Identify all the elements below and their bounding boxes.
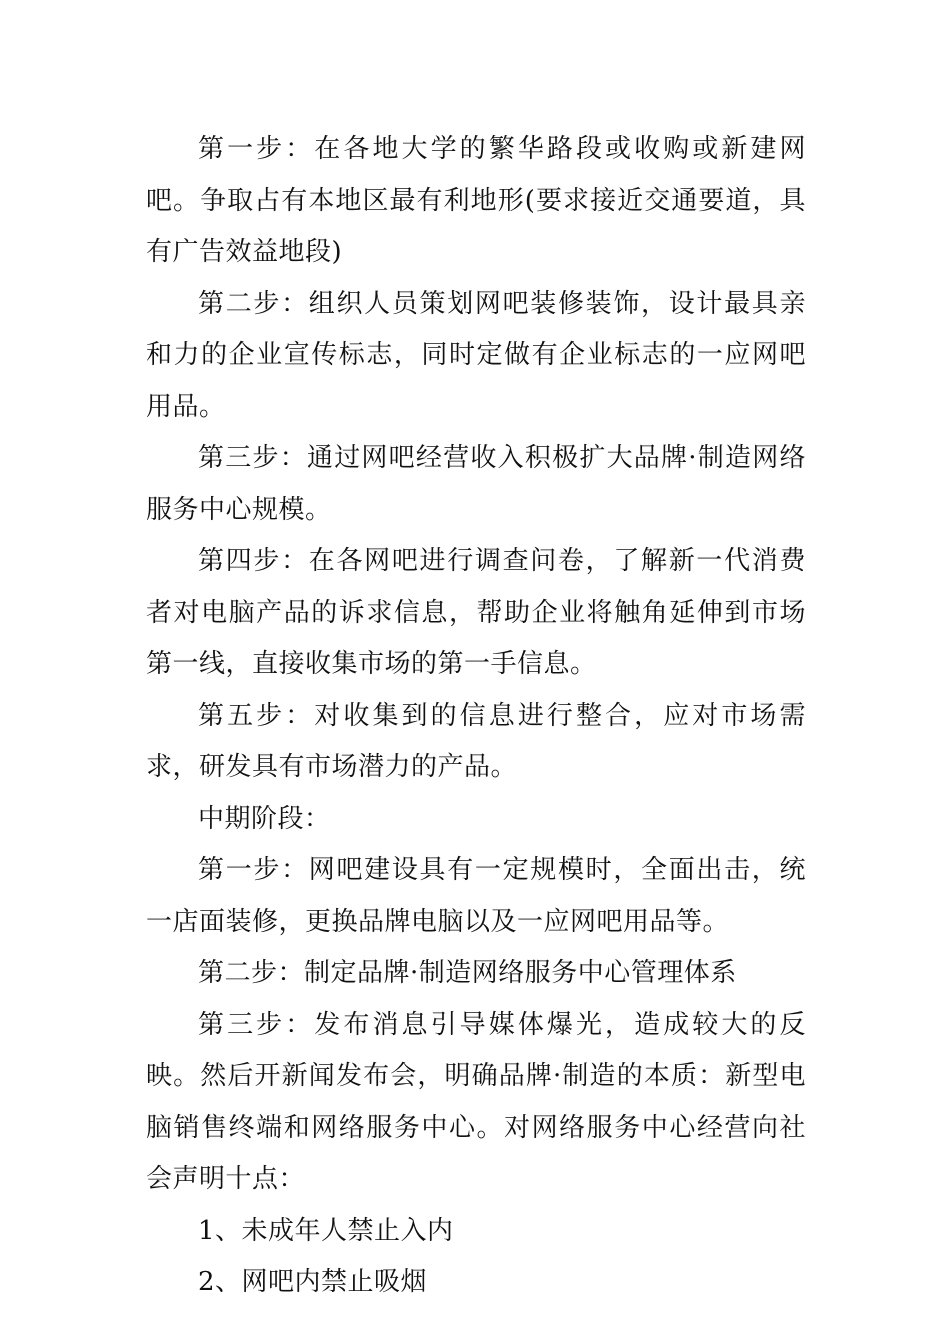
list-item-rule-2: 2、网吧内禁止吸烟 xyxy=(198,1267,428,1297)
paragraph-stage1-step5: 第五步：对收集到的信息进行整合，应对市场需求，研发具有市场潜力的产品。 xyxy=(146,700,806,782)
paragraph-stage2-step2: 第二步：制定品牌·制造网络服务中心管理体系 xyxy=(198,958,737,988)
section-heading-mid-stage: 中期阶段： xyxy=(198,803,331,834)
paragraph-stage2-step1: 第一步：网吧建设具有一定规模时，全面出击，统一店面装修，更换品牌电脑以及一应网吧用品等。 xyxy=(146,855,806,937)
document-body xyxy=(146,124,806,1309)
paragraph-stage1-step2: 第二步：组织人员策划网吧装修装饰，设计最具亲和力的企业宣传标志，同时定做有企业标志的一应网吧用品。 xyxy=(146,288,806,422)
paragraph-stage1-step4: 第四步：在各网吧进行调查问卷，了解新一代消费者对电脑产品的诉求信息，帮助企业将触角延伸到市场第一线，直接收集市场的第一手信息。 xyxy=(146,546,806,679)
paragraph-stage1-step1: 第一步：在各地大学的繁华路段或收购或新建网吧。争取占有本地区最有利地形(要求接近交通要道，具有广告效益地段) xyxy=(146,134,806,267)
paragraph-stage2-step3: 第三步：发布消息引导媒体爆光，造成较大的反映。然后开新闻发布会，明确品牌·制造的本质：新型电脑销售终端和网络服务中心。对网络服务中心经营向社会声明十点： xyxy=(146,1009,806,1194)
paragraph-stage1-step3: 第三步：通过网吧经营收入积极扩大品牌·制造网络服务中心规模。 xyxy=(146,443,806,525)
list-item-rule-1: 1、未成年人禁止入内 xyxy=(198,1215,454,1246)
